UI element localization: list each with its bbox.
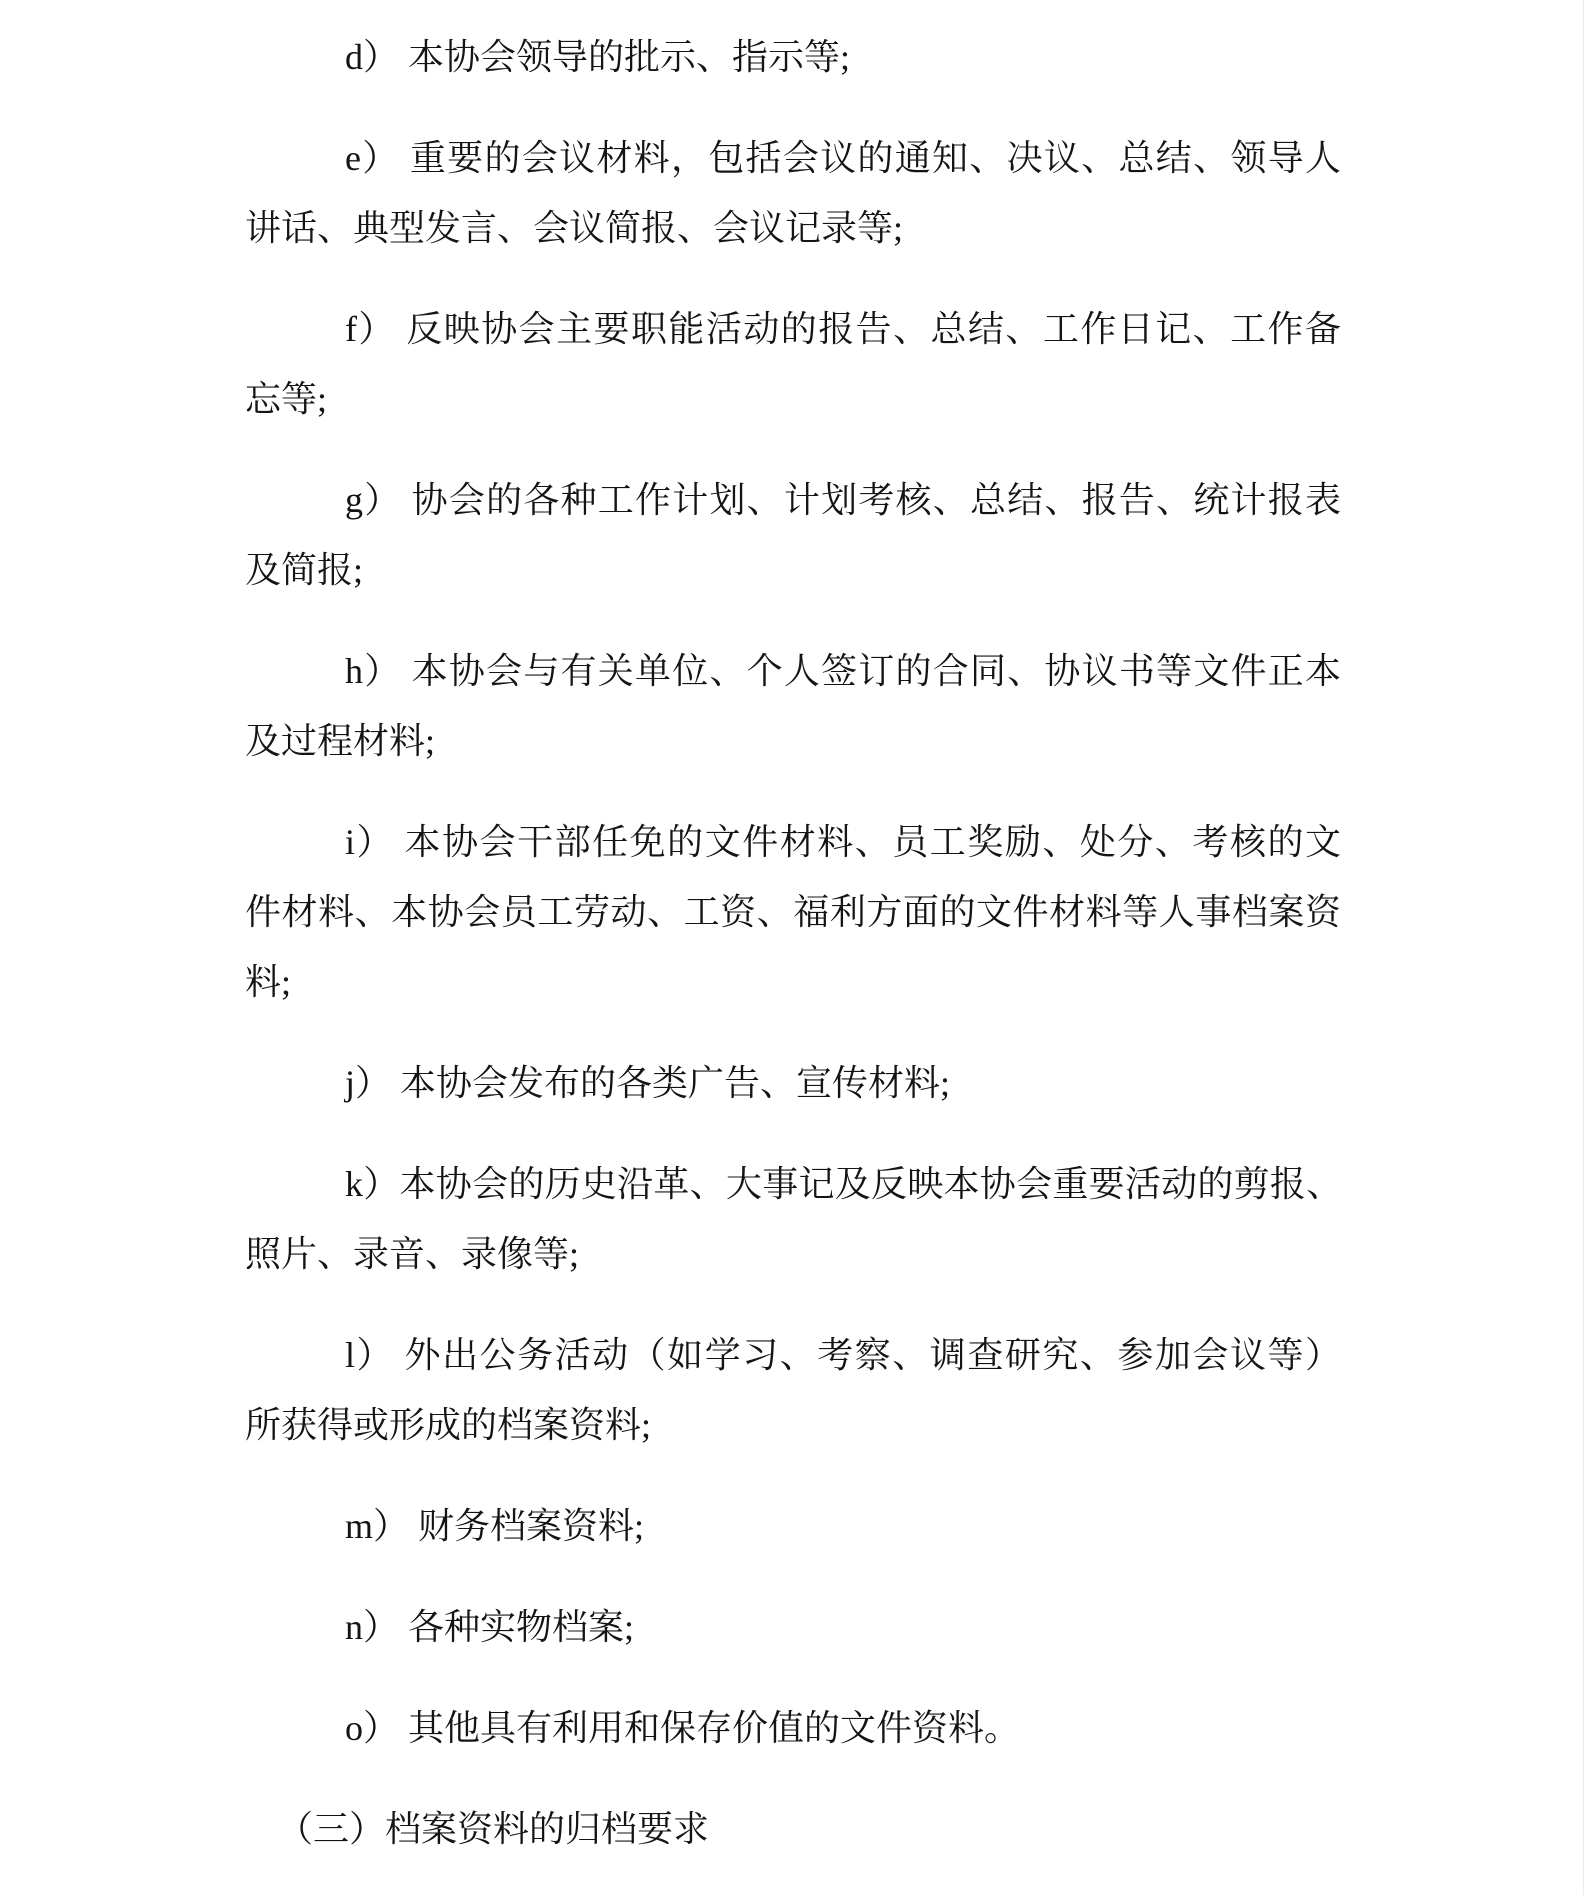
- text-line: k）本协会的历史沿革、大事记及反映本协会重要活动的剪报、: [345, 1164, 1341, 1204]
- list-item-j: [245, 1048, 1341, 1118]
- text-line: 讲话、典型发言、会议简报、会议记录等;: [245, 208, 904, 248]
- text-line: d） 本协会领导的批示、指示等;: [345, 37, 851, 77]
- list-item-k: [245, 1149, 1341, 1289]
- list-item-l: [245, 1320, 1341, 1460]
- list-item-m: [245, 1491, 1341, 1561]
- text-line: o） 其他具有利用和保存价值的文件资料。: [345, 1708, 1021, 1748]
- text-line: 照片、录音、录像等;: [245, 1234, 580, 1274]
- list-item-o: [245, 1693, 1341, 1763]
- text-line: j） 本协会发布的各类广告、宣传材料;: [345, 1063, 951, 1103]
- list-item-e: [245, 123, 1341, 263]
- text-line: 忘等;: [245, 379, 328, 419]
- text-line: e） 重要的会议材料，包括会议的通知、决议、总结、领导人: [345, 138, 1341, 178]
- text-line: 及过程材料;: [245, 721, 436, 761]
- text-line: m） 财务档案资料;: [345, 1506, 645, 1546]
- list-item-d: [245, 22, 1341, 92]
- list-item-f: [245, 294, 1341, 434]
- page-right-edge-line: [1583, 0, 1584, 1895]
- text-line: 件材料、本协会员工劳动、工资、福利方面的文件材料等人事档案资: [245, 892, 1341, 932]
- list-item-g: [245, 465, 1341, 605]
- section-heading: [245, 1794, 1341, 1864]
- text-line: g） 协会的各种工作计划、计划考核、总结、报告、统计报表: [345, 480, 1341, 520]
- text-line: h） 本协会与有关单位、个人签订的合同、协议书等文件正本: [345, 651, 1341, 691]
- text-line: l） 外出公务活动（如学习、考察、调查研究、参加会议等）: [345, 1335, 1341, 1375]
- text-line: 料;: [245, 962, 292, 1002]
- list-item-i: [245, 807, 1341, 1017]
- text-line: i） 本协会干部任免的文件材料、员工奖励、处分、考核的文: [345, 822, 1341, 862]
- text-line: n） 各种实物档案;: [345, 1607, 635, 1647]
- document-body: [245, 22, 1341, 1895]
- text-line: 及简报;: [245, 550, 364, 590]
- text-line: 所获得或形成的档案资料;: [245, 1405, 652, 1445]
- list-item-n: [245, 1592, 1341, 1662]
- text-line: f） 反映协会主要职能活动的报告、总结、工作日记、工作备: [345, 309, 1341, 349]
- section-heading-text: （三）档案资料的归档要求: [277, 1809, 710, 1849]
- list-item-h: [245, 636, 1341, 776]
